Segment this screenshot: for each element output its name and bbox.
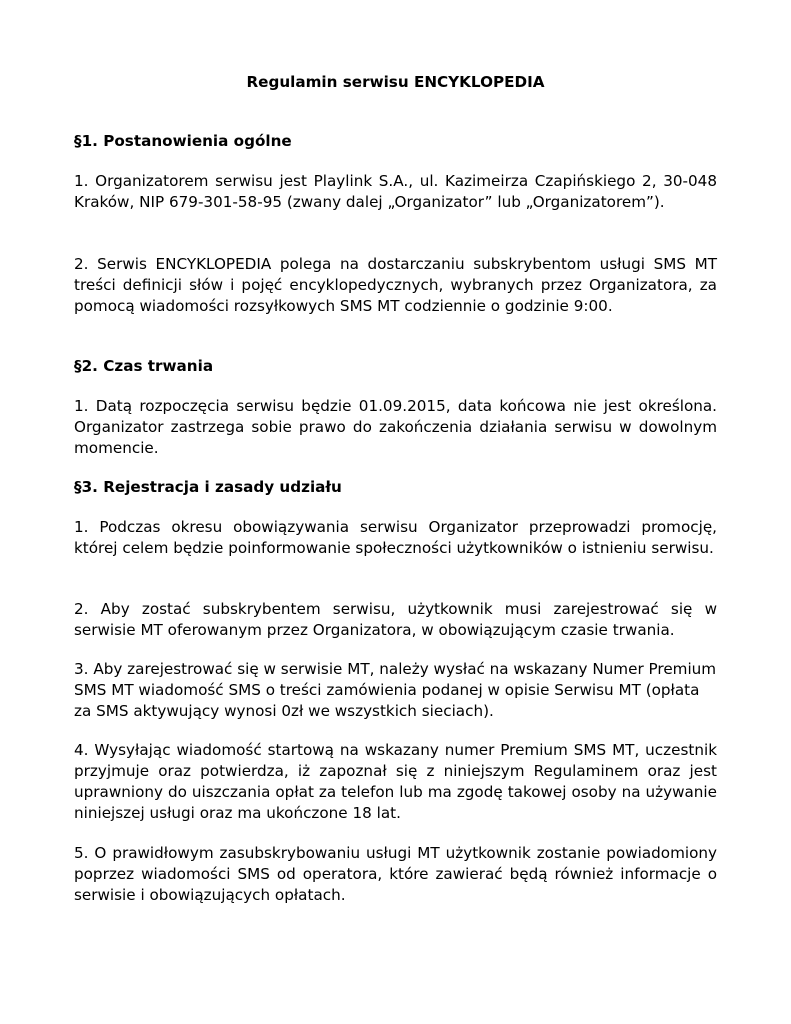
- paragraph-3-1: 1. Podczas okresu obowiązywania serwisu Organizator przeprowadzi promocję, której celem będzie poinformowanie społeczności użytkowników o istnieniu serwisu.: [74, 518, 717, 557]
- section-heading-2: §2. Czas trwania: [74, 357, 214, 375]
- section-heading-3: §3. Rejestracja i zasady udziału: [74, 478, 342, 496]
- paragraph-3-5: 5. O prawidłowym zasubskrybowaniu usługi MT użytkownik zostanie powiadomiony poprzez wiadomości SMS od operatora, które zawierać będą również informacje o serwisie i obowiązujących opłatach.: [74, 844, 717, 904]
- paragraph-1-1: 1. Organizatorem serwisu jest Playlink S.A., ul. Kazimeirza Czapińskiego 2, 30-048 Kraków, NIP 679-301-58-95 (zwany dalej „Organizator” lub „Organizatorem”).: [74, 172, 717, 211]
- paragraph-3-4: 4. Wysyłając wiadomość startową na wskazany numer Premium SMS MT, uczestnik przyjmuje oraz potwierdza, iż zapoznał się z niniejszym Regulaminem oraz jest uprawniony do uiszczania opłat za telefon lub ma zgodę takowej osoby na używanie niniejszej usługi oraz ma ukończone 18 lat.: [74, 741, 717, 822]
- section-heading-1: §1. Postanowienia ogólne: [74, 132, 292, 150]
- paragraph-1-2: 2. Serwis ENCYKLOPEDIA polega na dostarczaniu subskrybentom usługi SMS MT treści definicji słów i pojęć encyklopedycznych, wybranych przez Organizatora, za pomocą wiadomości rozsyłkowych SMS MT codziennie o godzinie 9:00.: [74, 255, 717, 315]
- paragraph-3-3: 3. Aby zarejestrować się w serwisie MT, należy wysłać na wskazany Numer Premium SMS MT wiadomość SMS o treści zamówienia podanej w opisie Serwisu MT (opłata za SMS aktywujący wynosi 0zł we wszystkich sieciach).: [74, 660, 717, 720]
- document-title: Regulamin serwisu ENCYKLOPEDIA: [246, 73, 545, 91]
- paragraph-2-1: 1. Datą rozpoczęcia serwisu będzie 01.09.2015, data końcowa nie jest określona. Organizator zastrzega sobie prawo do zakończenia działania serwisu w dowolnym momencie.: [74, 397, 717, 457]
- paragraph-3-2: 2. Aby zostać subskrybentem serwisu, użytkownik musi zarejestrować się w serwisie MT oferowanym przez Organizatora, w obowiązującym czasie trwania.: [74, 600, 717, 639]
